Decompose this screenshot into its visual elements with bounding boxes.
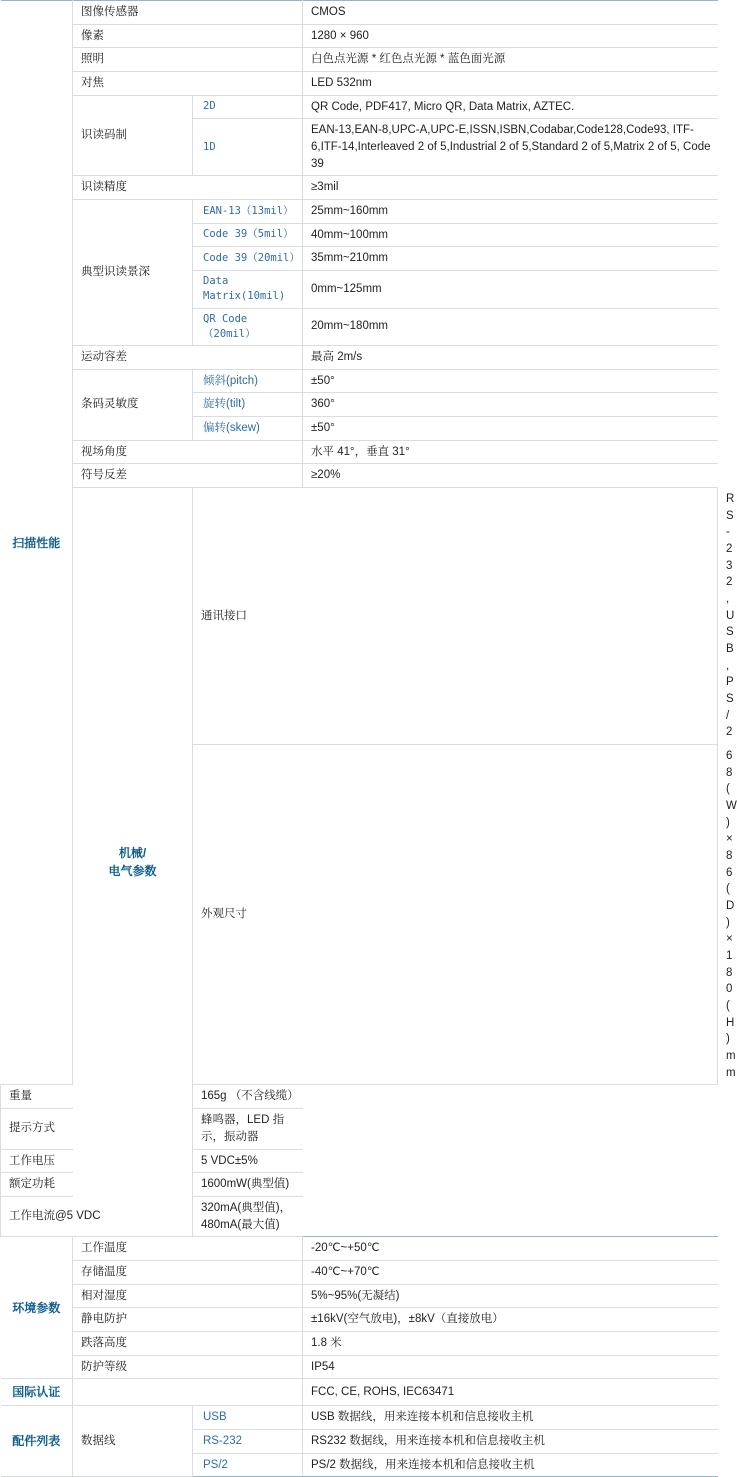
row-value: 1.8 米 (303, 1331, 718, 1355)
row-value: 白色点光源 * 红色点光源 * 蓝色面光源 (303, 48, 718, 72)
row-item-label: 跌落高度 (73, 1331, 303, 1355)
row-item-label: 识读精度 (73, 176, 303, 200)
table-row (1, 48, 718, 72)
row-value: ±16kV(空气放电)，±8kV（直接放电） (303, 1308, 718, 1332)
table-row (1, 1355, 718, 1379)
row-sub-label: Code 39（20mil） (193, 247, 303, 271)
row-value: 0mm~125mm (303, 271, 718, 308)
row-item-label: 静电防护 (73, 1308, 303, 1332)
row-sub-label: QR Code （20mil） (193, 308, 303, 345)
table-row (1, 1196, 718, 1236)
row-item-label: 重量 (1, 1085, 193, 1109)
row-item-label: 提示方式 (1, 1109, 193, 1149)
group-label-accessories: 配件列表 (1, 1406, 73, 1477)
row-sub-label: PS/2 (193, 1453, 303, 1477)
table-row (1, 1406, 718, 1430)
row-item-label: 防护等级 (73, 1355, 303, 1379)
row-item-label: 相对湿度 (73, 1284, 303, 1308)
row-value: 最高 2m/s (303, 345, 718, 369)
group-label-line-1: 机械/ (118, 846, 147, 861)
row-value: QR Code, PDF417, Micro QR, Data Matrix, AZTEC. (303, 95, 718, 119)
table-row (1, 1, 718, 25)
row-item-label: 条码灵敏度 (73, 369, 193, 440)
table-row (1, 1284, 718, 1308)
row-value: ≥3mil (303, 176, 718, 200)
table-row (1, 95, 718, 119)
group-label-environment: 环境参数 (1, 1237, 73, 1379)
table-row (1, 72, 718, 96)
row-item-label: 运动容差 (73, 345, 303, 369)
row-item-label: 符号反差 (73, 464, 303, 488)
row-item-label: 工作电压 (1, 1149, 193, 1173)
specification-table-body (1, 1, 737, 1477)
row-item-label: 图像传感器 (73, 1, 303, 25)
row-item-label: 存储温度 (73, 1260, 303, 1284)
group-label-scan-performance: 扫描性能 (1, 1, 73, 1085)
row-sub-label: RS-232 (193, 1429, 303, 1453)
row-value: 蜂鸣器，LED 指示，振动器 (193, 1109, 303, 1149)
row-value: RS232 数据线，用来连接本机和信息接收主机 (303, 1429, 718, 1453)
row-value: 165g （不含线缆） (193, 1085, 303, 1109)
row-item-label: 工作电流@5 VDC (1, 1196, 193, 1236)
row-value: 40mm~100mm (303, 223, 718, 247)
row-sub-label: 倾斜(pitch) (193, 369, 303, 393)
row-value: USB 数据线，用来连接本机和信息接收主机 (303, 1406, 718, 1430)
row-value: 25mm~160mm (303, 200, 718, 224)
row-item-label: 视场角度 (73, 440, 303, 464)
row-sub-label: 旋转(tilt) (193, 393, 303, 417)
table-row (1, 1173, 718, 1197)
row-value: CMOS (303, 1, 718, 25)
table-row (1, 1085, 718, 1109)
row-value: -20℃~+50℃ (303, 1237, 718, 1261)
table-row (1, 24, 718, 48)
row-value: ±50° (303, 369, 718, 393)
table-row (1, 464, 718, 488)
table-row (1, 1109, 718, 1149)
group-label-certification: 国际认证 (1, 1379, 73, 1406)
row-item-label: 外观尺寸 (193, 745, 718, 1085)
table-row (1, 1237, 718, 1261)
row-sub-label: Data Matrix(10mil) (193, 271, 303, 308)
row-item-label: 数据线 (73, 1406, 193, 1477)
group-label-line-2: 电气参数 (108, 864, 157, 879)
row-value: 35mm~210mm (303, 247, 718, 271)
table-row (1, 1379, 718, 1406)
row-value: LED 532nm (303, 72, 718, 96)
row-sub-label: 偏转(skew) (193, 416, 303, 440)
table-row (1, 200, 718, 224)
row-value: 5 VDC±5% (193, 1149, 303, 1173)
table-row (1, 1260, 718, 1284)
table-row (1, 345, 718, 369)
row-value: ±50° (303, 416, 718, 440)
row-value: IP54 (303, 1355, 718, 1379)
row-value: 20mm~180mm (303, 308, 718, 345)
row-value: 5%~95%(无凝结) (303, 1284, 718, 1308)
table-row (1, 1331, 718, 1355)
row-sub-label: 2D (193, 95, 303, 119)
row-item-label (73, 1379, 303, 1406)
row-value: 水平 41°，垂直 31° (303, 440, 718, 464)
row-value: 360° (303, 393, 718, 417)
row-value: 320mA(典型值)，480mA(最大值) (193, 1196, 303, 1236)
row-item-label: 通讯接口 (193, 487, 718, 744)
row-item-label: 工作温度 (73, 1237, 303, 1261)
row-item-label: 像素 (73, 24, 303, 48)
row-item-label: 额定功耗 (1, 1173, 193, 1197)
row-value: ≥20% (303, 464, 718, 488)
row-value: FCC, CE, ROHS, IEC63471 (303, 1379, 718, 1406)
row-value: 1600mW(典型值) (193, 1173, 303, 1197)
row-value: PS/2 数据线，用来连接本机和信息接收主机 (303, 1453, 718, 1477)
row-sub-label: USB (193, 1406, 303, 1430)
row-value: EAN-13,EAN-8,UPC-A,UPC-E,ISSN,ISBN,Codabar,Code128,Code93, ITF-6,ITF-14,Interleaved 2 of 5,Industrial 2 of 5,Standard 2 of 5,Matrix 2 of 5, Code 39 (303, 119, 718, 176)
row-sub-label: Code 39（5mil） (193, 223, 303, 247)
row-item-label: 典型识读景深 (73, 200, 193, 346)
row-sub-label: EAN-13（13mil） (193, 200, 303, 224)
row-sub-label: 1D (193, 119, 303, 176)
row-item-label: 对焦 (73, 72, 303, 96)
table-row (1, 369, 718, 393)
row-item-label: 识读码制 (73, 95, 193, 176)
table-row (1, 1149, 718, 1173)
table-row: 机械/ 电气参数 通讯接口 RS-232,USB,PS/2 (1, 487, 718, 744)
table-row (1, 1308, 718, 1332)
row-value: -40℃~+70℃ (303, 1260, 718, 1284)
table-row (1, 176, 718, 200)
row-item-label: 照明 (73, 48, 303, 72)
row-value: 1280 × 960 (303, 24, 718, 48)
table-row (1, 440, 718, 464)
table-row: 外观尺寸 68(W)×86(D)×180(H) mm (1, 745, 718, 1085)
